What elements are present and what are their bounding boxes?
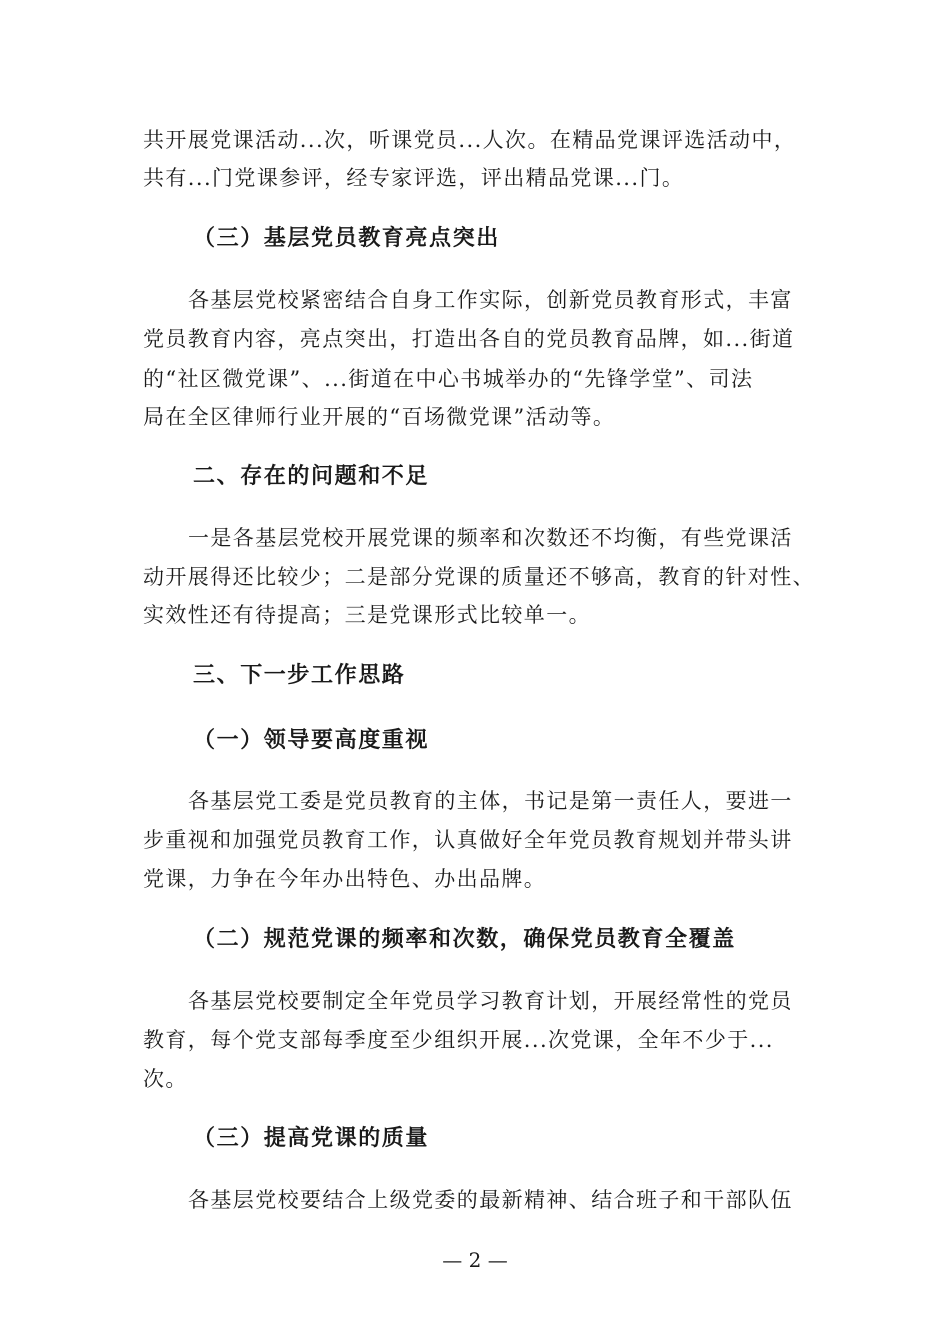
body-text-line: 的“社区微党课”、...街道在中心书城举办的“先锋学堂”、司法 (143, 367, 754, 391)
section-heading: 三、下一步工作思路 (193, 662, 406, 688)
section-heading: 二、存在的问题和不足 (193, 463, 430, 489)
body-text-line: 各基层党校要结合上级党委的最新精神、结合班子和干部队伍 (188, 1188, 793, 1212)
subsection-heading: （三）提高党课的质量 (193, 1125, 430, 1151)
body-text-line: 局在全区律师行业开展的“百场微党课”活动等。 (143, 405, 616, 429)
body-text-line: 各基层党校紧密结合自身工作实际，创新党员教育形式，丰富 (188, 288, 793, 312)
body-text-line: 动开展得还比较少；二是部分党课的质量还不够高，教育的针对性、 (143, 565, 815, 589)
body-text-line: 次。 (143, 1067, 188, 1091)
body-text-line: 共开展党课活动...次，听课党员...人次。在精品党课评选活动中， (143, 128, 797, 152)
page-number: — 2 — (442, 1248, 508, 1272)
body-text-line: 步重视和加强党员教育工作，认真做好全年党员教育规划并带头讲 (143, 828, 793, 852)
body-text-line: 党课，力争在今年办出特色、办出品牌。 (143, 867, 547, 891)
body-text-line: 党员教育内容，亮点突出，打造出各自的党员教育品牌，如...街道 (143, 327, 795, 351)
subsection-heading: （一）领导要高度重视 (193, 727, 430, 753)
subsection-heading: （二）规范党课的频率和次数，确保党员教育全覆盖 (193, 926, 736, 952)
section-heading: （三）基层党员教育亮点突出 (193, 225, 500, 251)
body-text-line: 教育，每个党支部每季度至少组织开展...次党课，全年不少于... (143, 1028, 774, 1052)
body-text-line: 实效性还有待提高；三是党课形式比较单一。 (143, 603, 591, 627)
body-text-line: 一是各基层党校开展党课的频率和次数还不均衡，有些党课活 (188, 526, 793, 550)
body-text-line: 各基层党工委是党员教育的主体，书记是第一责任人，要进一 (188, 789, 793, 813)
body-text-line: 各基层党校要制定全年党员学习教育计划，开展经常性的党员 (188, 989, 793, 1013)
body-text-line: 共有...门党课参评，经专家评选，评出精品党课...门。 (143, 166, 685, 190)
